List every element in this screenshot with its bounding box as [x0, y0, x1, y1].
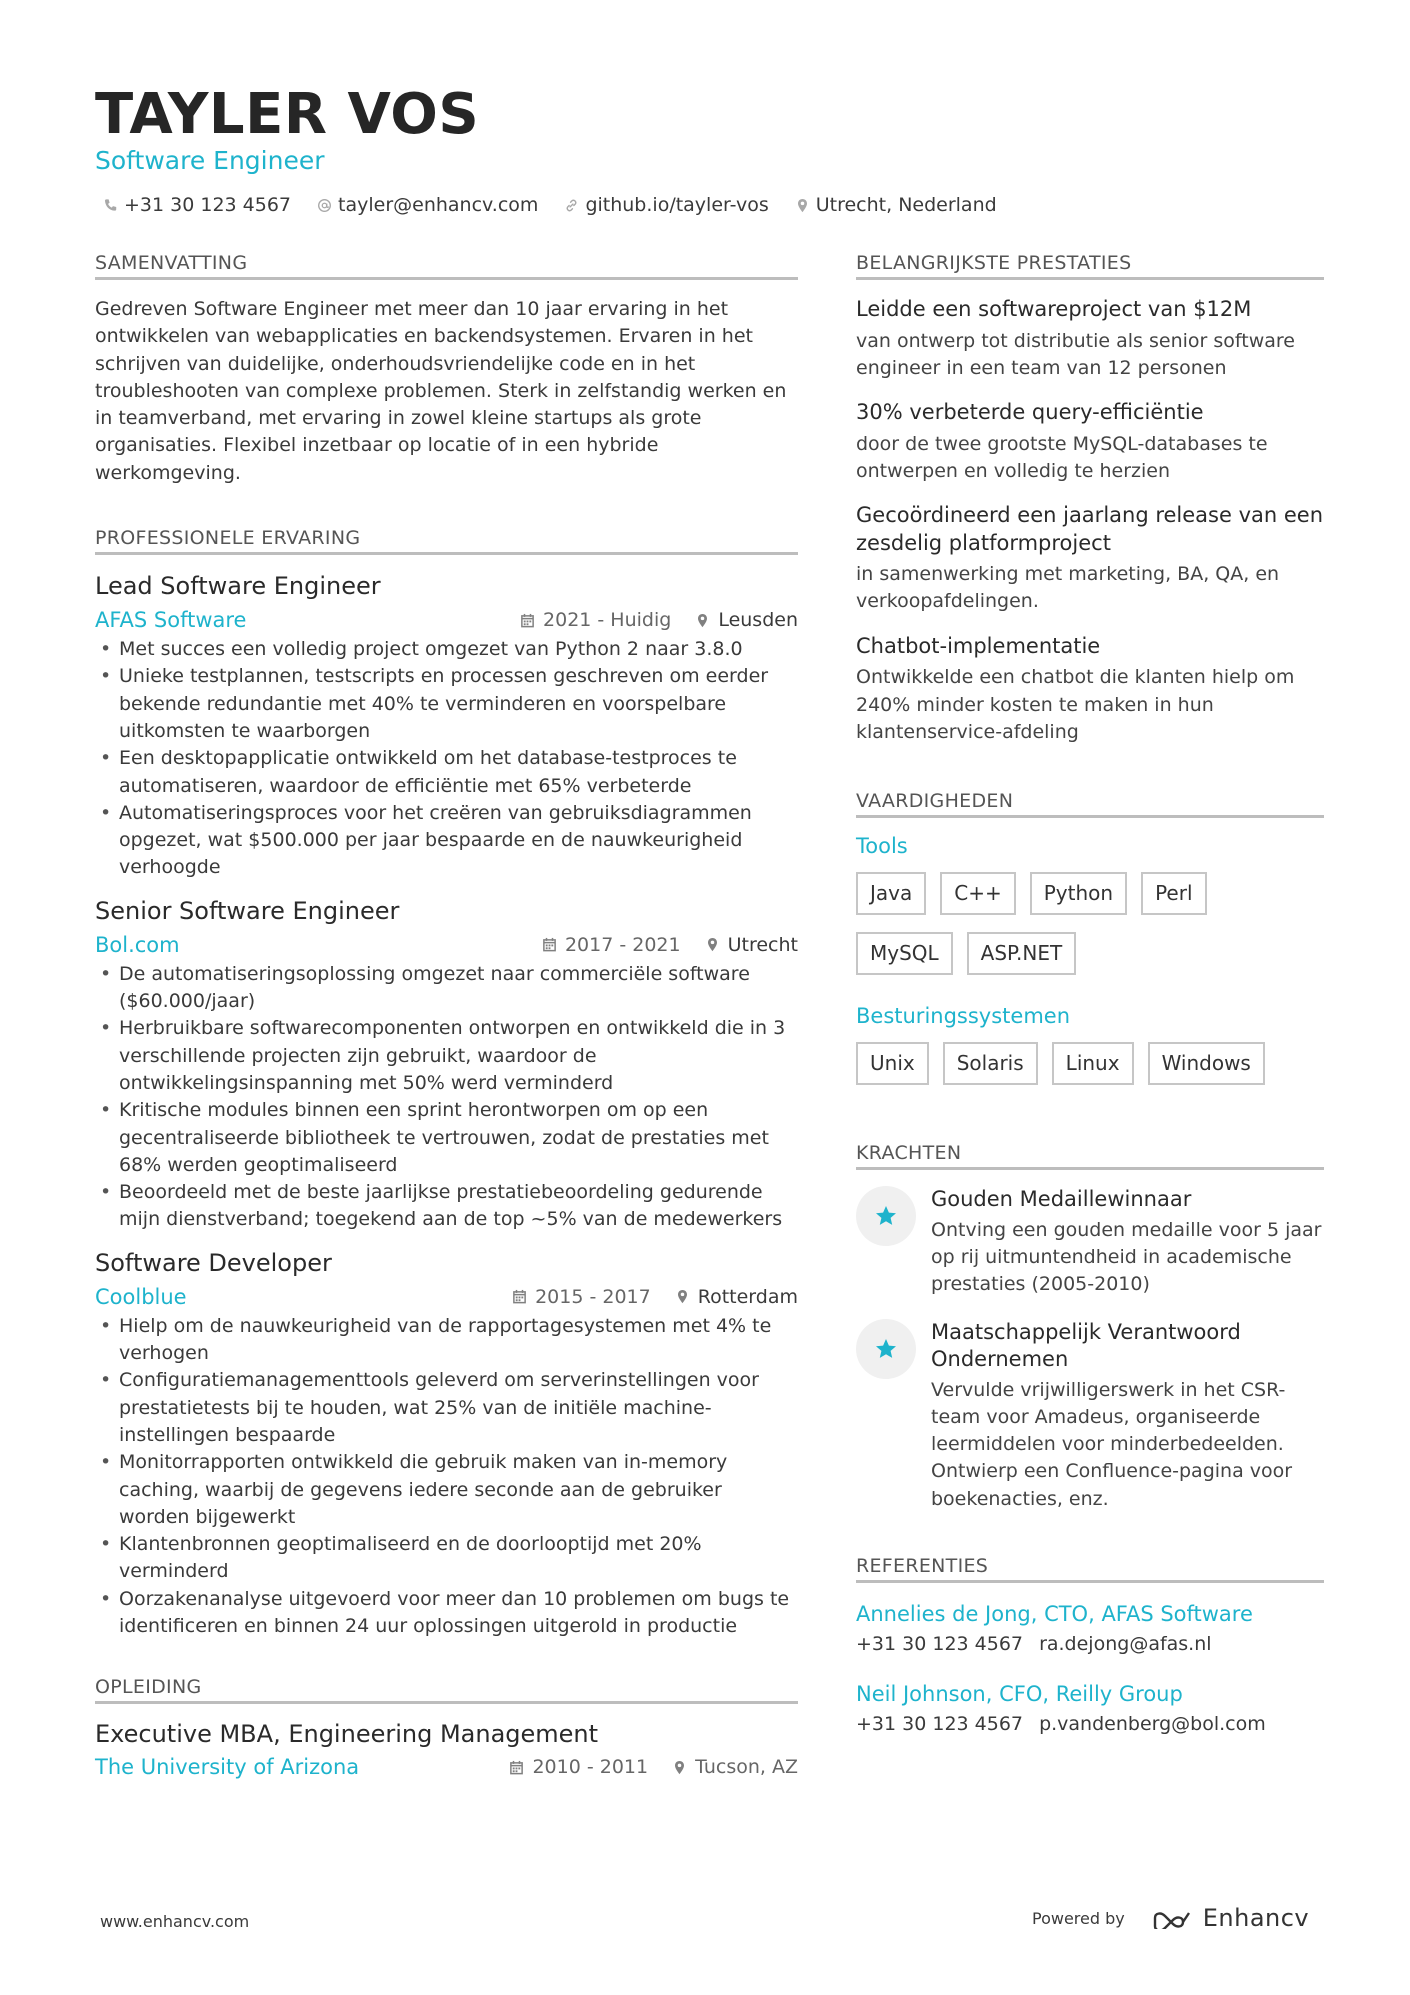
candidate-title: Software Engineer — [95, 146, 325, 175]
candidate-name: TAYLER VOS — [95, 82, 480, 147]
achievement-item — [856, 399, 1324, 485]
achievement-desc: van ontwerp tot distributie als senior software engineer in een team van 12 personen — [856, 329, 1295, 379]
powered-by-text: Powered by — [1032, 1908, 1125, 1928]
reference-name: Annelies de Jong, CTO, AFAS Software — [856, 1602, 1253, 1627]
location-icon — [705, 937, 720, 952]
summary-text: Gedreven Software Engineer met meer dan 10 jaar ervaring in het ontwikkelen van webapplicaties en backendsystemen. Ervaren in het schrijven van duidelijke, onderhoudsvriendelijke code en in het troubleshooten van complexe problemen. Sterk in zelfstandig werken en in teamverband, met ervaring in zowel kleine startups als grote organisaties. Flexibel inzetbaar op locatie of in een hybride werkomgeving. — [95, 298, 787, 484]
achievement-title: Leidde een softwareproject van $12M — [856, 297, 1252, 321]
achievement-title: 30% verbeterde query-efficiëntie — [856, 400, 1204, 425]
bullet-item: • Automatiseringsproces voor het creëren van gebruiksdiagrammen opgezet, wat $500.000 per jaar bespaarde en de nauwkeurigheid verhoogde — [95, 800, 798, 882]
footer-website[interactable]: www.enhancv.com — [100, 1912, 250, 1931]
strength-desc: Ontving een gouden medaille voor 5 jaar op rij uitmuntendheid in academische prestaties (2005-2010) — [931, 1218, 1322, 1296]
left-column — [95, 252, 798, 1783]
reference-name: Neil Johnson, CFO, Reilly Group — [856, 1682, 1183, 1707]
bullet-item: • Een desktopapplicatie ontwikkeld om het database-testproces te automatiseren, waardoor de efficiëntie met 65% verbeterde — [95, 745, 798, 800]
star-icon — [874, 1204, 898, 1228]
bullet-item: • Configuratiemanagementtools geleverd om serverinstellingen voor prestatietests bij te houden, wat 25% van de initiële machine-instellingen bespaarde — [95, 1367, 798, 1449]
skill-tag: Solaris — [943, 1042, 1038, 1085]
achievement-title: Chatbot-implementatie — [856, 633, 1101, 658]
location-icon — [672, 1760, 687, 1775]
summary-heading: SAMENVATTING — [95, 252, 798, 280]
enhancv-logo-icon — [1151, 1907, 1195, 1929]
reference-phone: +31 30 123 4567 — [856, 1633, 1024, 1656]
education-dates — [509, 1756, 648, 1778]
job-dates-text: 2017 - 2021 — [564, 933, 681, 956]
job-dates-text: 2015 - 2017 — [535, 1285, 651, 1308]
job-location — [695, 609, 798, 631]
job-meta — [95, 929, 798, 961]
skill-tag: Windows — [1148, 1042, 1265, 1085]
reference-item — [856, 1599, 1324, 1659]
contact-website[interactable] — [564, 194, 768, 216]
bullet-item: • Oorzakenanalyse uitgevoerd voor meer dan 10 problemen om bugs te identificeren en binnen 24 uur oplossingen uitgerold in productie — [95, 1586, 798, 1641]
reference-phone: +31 30 123 4567 — [856, 1713, 1024, 1736]
location-icon — [695, 613, 710, 628]
reference-item — [856, 1679, 1324, 1739]
reference-contact — [856, 1709, 1324, 1739]
calendar-icon — [509, 1760, 524, 1775]
brand-logo[interactable] — [1151, 1904, 1309, 1932]
experience-heading: PROFESSIONELE ERVARING — [95, 527, 798, 555]
strength-desc: Vervulde vrijwilligerswerk in het CSR-team voor Amadeus, organiseerde leermiddelen voor minderbedeelden. Ontwierp een Confluence-pagina voor boekenacties, enz. — [931, 1378, 1293, 1510]
bullet-item: • Hielp om de nauwkeurigheid van de rapportagesystemen met 4% te verhogen — [95, 1313, 798, 1368]
right-column — [856, 252, 1324, 1759]
skills-heading: VAARDIGHEDEN — [856, 790, 1324, 818]
star-badge — [856, 1319, 916, 1379]
reference-contact — [856, 1629, 1324, 1659]
achievement-desc: Ontwikkelde een chatbot die klanten hielp om 240% minder kosten te maken in hun klantenservice-afdeling — [856, 666, 1295, 743]
skill-tags — [856, 1042, 1324, 1102]
job-title: Senior Software Engineer — [95, 896, 400, 925]
calendar-icon — [512, 1289, 527, 1304]
job-entry — [95, 1248, 798, 1641]
contact-phone — [103, 194, 291, 216]
skill-tag: Perl — [1141, 872, 1206, 915]
bullet-item: • Herbruikbare softwarecomponenten ontworpen en ontwikkeld die in 3 verschillende projecten zijn gebruikt, waardoor de ontwikkelingsinspanning met 50% werd verminderd — [95, 1015, 798, 1097]
email-text: tayler@enhancv.com — [338, 194, 539, 216]
reference-email[interactable]: ra.dejong@afas.nl — [1039, 1633, 1212, 1656]
skill-group-title: Besturingssystemen — [856, 1004, 1071, 1029]
footer-branding — [1032, 1904, 1309, 1932]
bullet-item: • Beoordeeld met de beste jaarlijkse prestatiebeoordeling gedurende mijn dienstverband; toegekend aan de top ~5% van de medewerkers — [95, 1179, 798, 1234]
job-company: Coolblue — [95, 1284, 187, 1309]
contact-email[interactable] — [317, 194, 538, 216]
achievement-item — [856, 633, 1324, 746]
website-text: github.io/tayler-vos — [585, 194, 769, 216]
job-title: Lead Software Engineer — [95, 572, 381, 601]
skill-tag: C++ — [940, 872, 1015, 915]
strength-item — [856, 1186, 1324, 1298]
bullet-item: • De automatiseringsoplossing omgezet naar commerciële software ($60.000/jaar) — [95, 961, 798, 1016]
skill-tag: ASP.NET — [967, 932, 1077, 975]
phone-icon — [103, 198, 118, 213]
job-dates-text: 2021 - Huidig — [543, 609, 672, 632]
job-dates — [542, 934, 681, 956]
job-bullets — [95, 636, 798, 882]
contact-location — [795, 194, 997, 216]
bullet-item: • Klantenbronnen geoptimaliseerd en de doorlooptijd met 20% verminderd — [95, 1531, 798, 1586]
location-text: Utrecht, Nederland — [815, 194, 997, 216]
achievement-desc: door de twee grootste MySQL-databases te ontwerpen en volledig te herzien — [856, 432, 1268, 482]
skill-tag: MySQL — [856, 932, 953, 975]
job-title: Software Developer — [95, 1248, 332, 1277]
job-bullets — [95, 1313, 798, 1641]
education-meta — [95, 1751, 798, 1783]
job-company: AFAS Software — [95, 608, 247, 633]
education-degree: Executive MBA, Engineering Management — [95, 1720, 599, 1749]
education-dates-text: 2010 - 2011 — [532, 1756, 649, 1779]
skill-tag: Linux — [1052, 1042, 1134, 1085]
strength-title: Maatschappelijk Verantwoord Ondernemen — [931, 1319, 1241, 1372]
bullet-item: • Kritische modules binnen een sprint herontworpen om op een gecentraliseerde bibliotheek te vertrouwen, zodat de prestaties met 68% werden geoptimaliseerd — [95, 1097, 798, 1179]
job-location-text: Utrecht — [727, 933, 798, 956]
education-heading: OPLEIDING — [95, 1676, 798, 1704]
contact-bar — [103, 194, 1023, 216]
job-company: Bol.com — [95, 932, 180, 957]
at-icon — [317, 198, 332, 213]
achievement-title: Gecoördineerd een jaarlang release van een zesdelig platformproject — [856, 503, 1324, 555]
calendar-icon — [542, 937, 557, 952]
achievement-item — [856, 296, 1324, 382]
brand-name: Enhancv — [1202, 1904, 1310, 1932]
job-dates — [520, 609, 671, 631]
bullet-item: • Unieke testplannen, testscripts en processen geschreven om eerder bekende redundantie met 40% te verminderen en voorspelbare uitkomsten te waarborgen — [95, 663, 798, 745]
reference-email[interactable]: p.vandenberg@bol.com — [1039, 1713, 1266, 1736]
achievement-desc: in samenwerking met marketing, BA, QA, en verkoopafdelingen. — [856, 563, 1280, 613]
bullet-item: • Met succes een volledig project omgezet van Python 2 naar 3.8.0 — [95, 636, 798, 663]
star-badge — [856, 1186, 916, 1246]
link-icon — [564, 198, 579, 213]
education-location — [672, 1756, 798, 1778]
skill-tag: Java — [856, 872, 926, 915]
strength-item — [856, 1319, 1324, 1513]
location-icon — [795, 198, 810, 213]
job-location-text: Leusden — [718, 609, 798, 632]
job-bullets — [95, 961, 798, 1234]
job-dates — [512, 1286, 651, 1308]
phone-text: +31 30 123 4567 — [124, 194, 292, 216]
strengths-heading: KRACHTEN — [856, 1142, 1324, 1170]
job-meta — [95, 604, 798, 636]
location-icon — [675, 1289, 690, 1304]
skill-group-title: Tools — [856, 834, 908, 859]
job-location-text: Rotterdam — [697, 1285, 798, 1308]
bullet-item: • Monitorrapporten ontwikkeld die gebruik maken van in-memory caching, waarbij de gegevens iedere seconde aan de gebruiker worden bijgewerkt — [95, 1449, 798, 1531]
calendar-icon — [520, 613, 535, 628]
skill-tag: Unix — [856, 1042, 929, 1085]
star-icon — [874, 1337, 898, 1361]
education-school: The University of Arizona — [95, 1755, 360, 1780]
job-meta — [95, 1281, 798, 1313]
skill-tag: Python — [1030, 872, 1127, 915]
job-entry — [95, 571, 798, 882]
education-location-text: Tucson, AZ — [695, 1756, 798, 1779]
strength-title: Gouden Medaillewinnaar — [931, 1187, 1192, 1212]
skill-tags — [856, 872, 1324, 992]
job-entry — [95, 896, 798, 1234]
achievement-item — [856, 502, 1324, 616]
references-heading: REFERENTIES — [856, 1555, 1324, 1583]
job-location — [675, 1286, 798, 1308]
achievements-heading: BELANGRIJKSTE PRESTATIES — [856, 252, 1324, 280]
job-location — [705, 934, 798, 956]
